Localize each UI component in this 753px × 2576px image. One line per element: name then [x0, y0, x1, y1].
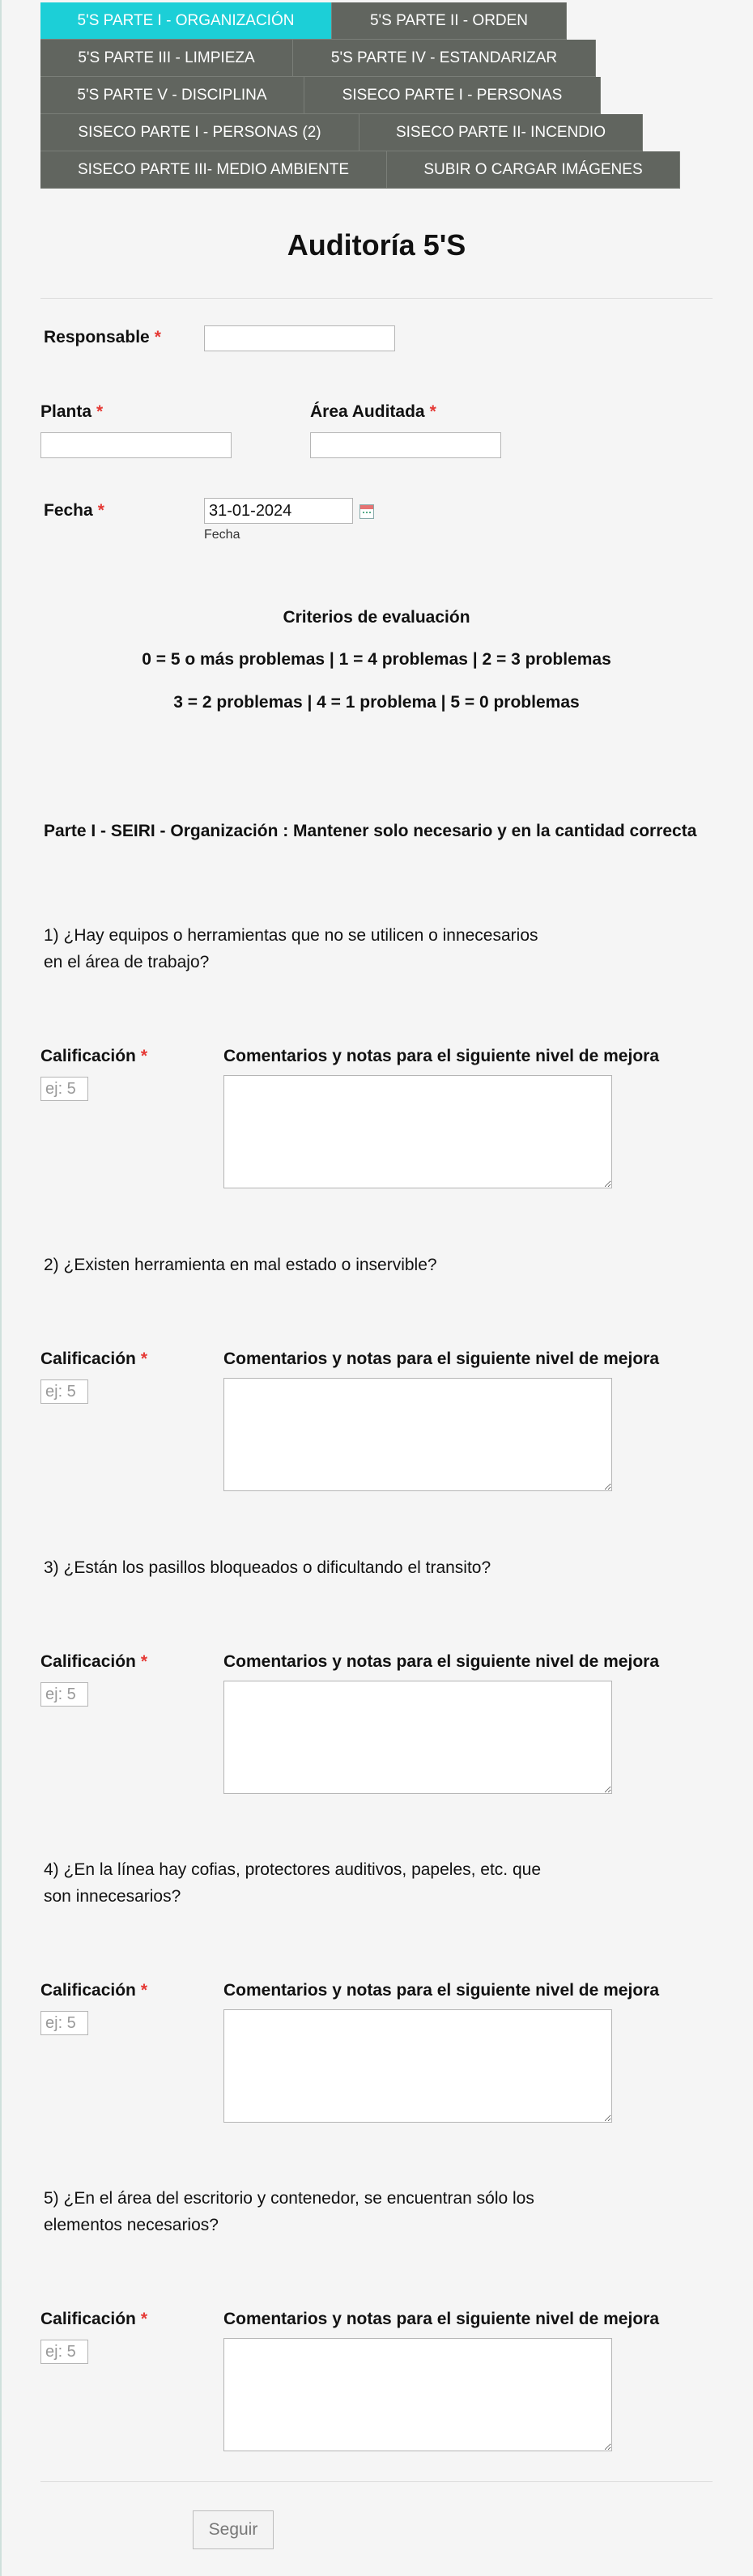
question-2-line-1: 2) ¿Existen herramienta en mal estado o inservible?	[44, 1256, 437, 1274]
required-mark: *	[140, 1981, 148, 2000]
responsable-input[interactable]	[204, 325, 395, 351]
footer-divider	[40, 2481, 713, 2482]
planta-input[interactable]	[40, 432, 232, 458]
required-mark: *	[96, 402, 104, 421]
divider	[40, 298, 713, 299]
question-1-line-2: en el área de trabajo?	[44, 953, 210, 971]
rating-input-1[interactable]	[40, 1077, 88, 1101]
question-2	[44, 1252, 562, 1278]
area-label	[310, 402, 436, 422]
question-1	[44, 922, 562, 976]
comments-label: Comentarios y notas para el siguiente nivel de mejora	[223, 1652, 660, 1671]
tab-siseco-medio-ambiente[interactable]: SISECO PARTE III- MEDIO AMBIENTE	[40, 151, 387, 189]
section-tabs	[40, 2, 680, 189]
required-mark: *	[97, 501, 104, 520]
comments-textarea-4[interactable]	[223, 2009, 612, 2123]
tab-5s-estandarizar[interactable]: 5'S PARTE IV - ESTANDARIZAR	[293, 40, 596, 77]
tab-siseco-personas-2[interactable]: SISECO PARTE I - PERSONAS (2)	[40, 114, 359, 151]
tab-siseco-incendio[interactable]: SISECO PARTE II- INCENDIO	[359, 114, 643, 151]
rating-input-5[interactable]	[40, 2340, 88, 2364]
question-5	[44, 2185, 562, 2238]
tab-5s-disciplina[interactable]: 5'S PARTE V - DISCIPLINA	[40, 77, 304, 114]
area-input[interactable]	[310, 432, 501, 458]
rating-label	[40, 2310, 147, 2329]
criteria-line-1: 0 = 5 o más problemas | 1 = 4 problemas | 2 = 3 problemas	[142, 650, 611, 669]
fecha-label-text: Fecha	[44, 501, 93, 520]
rating-label	[40, 1652, 147, 1672]
rating-label-text: Calificación	[40, 2310, 136, 2328]
tab-5s-limpieza[interactable]: 5'S PARTE III - LIMPIEZA	[40, 40, 293, 77]
question-4-line-2: son innecesarios?	[44, 1887, 181, 1906]
required-mark: *	[140, 1047, 148, 1065]
required-mark: *	[429, 402, 436, 421]
required-mark: *	[154, 328, 161, 346]
comments-textarea-5[interactable]	[223, 2338, 612, 2451]
tab-5s-orden[interactable]: 5'S PARTE II - ORDEN	[332, 2, 567, 40]
criteria-title: Criterios de evaluación	[283, 608, 470, 627]
rating-input-4[interactable]	[40, 2011, 88, 2035]
question-3-line-1: 3) ¿Están los pasillos bloqueados o dificultando el transito?	[44, 1558, 491, 1577]
required-mark: *	[140, 1652, 148, 1671]
question-5-line-1: 5) ¿En el área del escritorio y contenedor, se encuentran sólo los	[44, 2189, 534, 2208]
rating-input-2[interactable]	[40, 1379, 88, 1404]
responsable-label-text: Responsable	[44, 328, 150, 346]
comments-textarea-3[interactable]	[223, 1681, 612, 1794]
comments-label: Comentarios y notas para el siguiente nivel de mejora	[223, 2310, 660, 2328]
rating-label	[40, 1047, 147, 1066]
tab-siseco-personas[interactable]: SISECO PARTE I - PERSONAS	[304, 77, 601, 114]
rating-label-text: Calificación	[40, 1350, 136, 1368]
area-label-text: Área Auditada	[310, 402, 425, 421]
calendar-icon[interactable]	[359, 504, 374, 519]
question-4	[44, 1856, 562, 1910]
section-title: Parte I - SEIRI - Organización : Mantener solo necesario y en la cantidad correcta	[44, 822, 697, 840]
rating-label-text: Calificación	[40, 1981, 136, 2000]
comments-label: Comentarios y notas para el siguiente nivel de mejora	[223, 1981, 660, 2000]
fecha-label	[44, 501, 104, 521]
rating-label-text: Calificación	[40, 1652, 136, 1671]
required-mark: *	[140, 1350, 148, 1368]
tab-5s-organizacion[interactable]: 5'S PARTE I - ORGANIZACIÓN	[40, 2, 332, 40]
comments-textarea-1[interactable]	[223, 1075, 612, 1188]
planta-label-text: Planta	[40, 402, 92, 421]
rating-label-text: Calificación	[40, 1047, 136, 1065]
rating-label	[40, 1981, 147, 2000]
next-button[interactable]: Seguir	[193, 2510, 274, 2549]
criteria-line-2: 3 = 2 problemas | 4 = 1 problema | 5 = 0 problemas	[173, 693, 580, 712]
comments-label: Comentarios y notas para el siguiente nivel de mejora	[223, 1350, 660, 1368]
page-title: Auditoría 5'S	[287, 228, 466, 261]
rating-label	[40, 1350, 147, 1369]
fecha-input[interactable]	[204, 498, 353, 524]
comments-label: Comentarios y notas para el siguiente nivel de mejora	[223, 1047, 660, 1065]
planta-label	[40, 402, 103, 422]
comments-textarea-2[interactable]	[223, 1378, 612, 1491]
page-edge	[0, 0, 2, 2576]
responsable-label	[44, 328, 161, 347]
question-4-line-1: 4) ¿En la línea hay cofias, protectores auditivos, papeles, etc. que	[44, 1860, 542, 1879]
question-1-line-1: 1) ¿Hay equipos o herramientas que no se utilicen o innecesarios	[44, 926, 538, 945]
tab-subir-imagenes[interactable]: SUBIR O CARGAR IMÁGENES	[387, 151, 680, 189]
fecha-sublabel: Fecha	[204, 528, 240, 542]
question-3	[44, 1554, 562, 1581]
required-mark: *	[140, 2310, 148, 2328]
question-5-line-2: elementos necesarios?	[44, 2216, 219, 2234]
rating-input-3[interactable]	[40, 1682, 88, 1707]
